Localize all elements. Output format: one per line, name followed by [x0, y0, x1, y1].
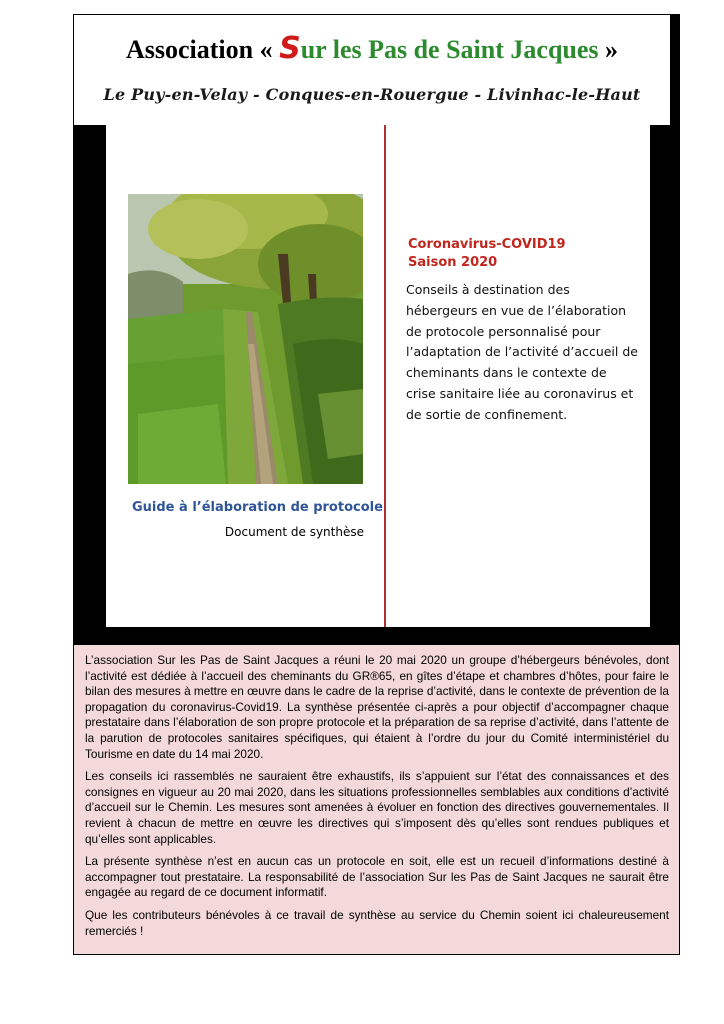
advice-text: Conseils à destination des hébergeurs en vue de l’élaboration de protocole personnalisé pour l’adaptation de l’activité d’accueil de cheminants dans le contexte de crise sanitaire liée au coronavirus et de sortie de confinement.	[406, 282, 638, 422]
association-title	[74, 31, 670, 66]
info-paragraph-3: La présente synthèse n’est en aucun cas un protocole en soit, elle est un recueil d’informations destiné à accompagner tout prestataire. La responsabilité de l’association Sur les Pas de Saint Jacques ne saurait être engagée au regard de ce document informatif.	[85, 854, 669, 900]
title-suffix: »	[598, 35, 619, 64]
title-prefix: Association «	[125, 35, 280, 64]
header	[74, 15, 670, 125]
info-paragraph-4: Que les contributeurs bénévoles à ce travail de synthèse au service du Chemin soient ici chaleureusement remerciés !	[85, 907, 669, 938]
route-subtitle: Le Puy-en-Velay - Conques-en-Rouergue - Livinhac-le-Haut	[103, 85, 641, 104]
cover-panel	[106, 125, 650, 627]
guide-title: Guide à l’élaboration de protocole	[132, 500, 383, 515]
vertical-divider	[384, 125, 386, 627]
path-photo-illustration	[128, 194, 363, 484]
covid-heading	[408, 236, 566, 272]
info-box	[73, 644, 680, 955]
path-photo	[128, 194, 363, 484]
guide-subtitle: Document de synthèse	[224, 525, 364, 539]
title-big-s: S	[279, 31, 301, 66]
info-paragraph-2: Les conseils ici rassemblés ne sauraient être exhaustifs, ils s’appuient sur l’état des connaissances et des consignes en vigueur au 20 mai 2020, dans les situations professionnelles semblables aux conditions d’activité d’accueil sur le Chemin. Les mesures sont amenées à évoluer en fonction des directives gouvernementales. Il revient à chacun de mettre en œuvre les directives qui s’imposent dès qu’elles sont rendues publiques et qu’elles sont applicables.	[85, 769, 669, 846]
covid-line-2: Saison 2020	[408, 255, 498, 270]
covid-line-1: Coronavirus-COVID19	[408, 237, 566, 252]
info-paragraph-1: L’association Sur les Pas de Saint Jacques a réuni le 20 mai 2020 un groupe d’hébergeurs bénévoles, dont l’activité est dédiée à l’accueil des cheminants du GR®65, en gîtes d’étape et chambres d’hôtes, pour faire le bilan des mesures à mettre en œuvre dans le cadre de la reprise d’activité, dans le contexte de prévention de la propagation du coronavirus-Covid19. La synthèse présentée ci-après a pour objectif d’accompagner chaque prestataire dans l’élaboration de son propre protocole et la préparation de sa reprise d’activité, dans l’attente de la parution de protocoles sanitaires spécifiques, qui étaient à l’ordre du jour du Comité interministériel du Tourisme en date du 14 mai 2020.	[85, 653, 669, 761]
title-green-text: ur les Pas de Saint Jacques	[300, 35, 599, 64]
